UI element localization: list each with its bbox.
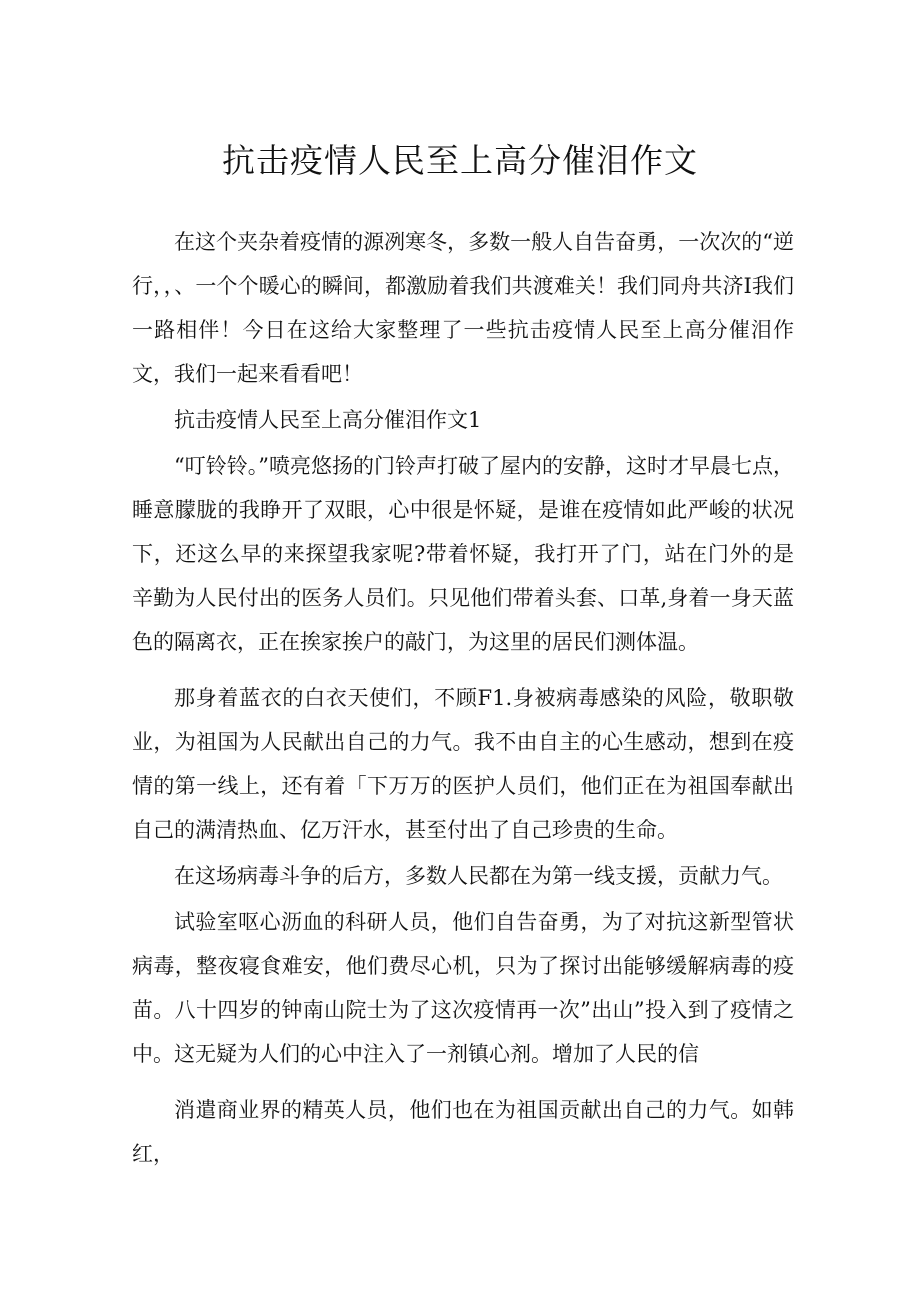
section-heading: 抗击疫情人民至上高分催泪作文1 — [174, 408, 482, 432]
paragraph-medical-staff: 那身着蓝衣的白衣天使们，不顾F1.身被病毒感染的风险，敬职敬业，为祖国为人民献出自己的力气。我不由自主的心生感动，想到在疫情的第一线上，还有着「下万万的医护人员们，他们正在为祖国奉献出自己的满清热血、亿万汗水，甚至付出了自己珍贵的生命。 — [132, 686, 794, 842]
paragraph-doorbell: “叮铃铃。”喷亮悠扬的门铃声打破了屋内的安静，这时才早晨七点，睡意朦胧的我睁开了双眼，心中很是怀疑，是谁在疫情如此严峻的状况下，还这么早的来探望我家呢?带着怀疑，我打开了门，站在门外的是辛勤为人民付出的医务人员们。只见他们带着头套、口革,身着一身天蓝色的隔离衣，正在挨家挨户的敲门，为这里的居民们测体温。 — [132, 454, 794, 654]
paragraph-business: 消遣商业界的精英人员，他们也在为祖国贡献出自己的力气。如韩红， — [132, 1098, 794, 1166]
paragraph-intro: 在这个夹杂着疫情的源冽寒冬，多数一般人自告奋勇，一次次的“逆行，，、一个个暖心的瞬间，都激励着我们共渡难关！我们同舟共济I我们一路相伴！今日在这给大家整理了一些抗击疫情人民至上高分催泪作文，我们一起来看看吧！ — [132, 230, 794, 386]
document-body — [132, 220, 794, 1176]
paragraph-rear-support: 在这场病毒斗争的后方，多数人民都在为第一线支援，贡献力气。 — [174, 864, 783, 888]
document-title: 抗击疫情人民至上高分催泪作文 — [222, 141, 698, 180]
paragraph-researchers: 试验室呕心沥血的科研人员，他们自告奋勇，为了对抗这新型管状病毒，整夜寝食难安，他们费尽心机，只为了探讨出能够缓解病毒的疫苗。八十四岁的钟南山院士为了这次疫情再一次”出山”投入到了疫情之中。这无疑为人们的心中注入了一剂镇心剂。增加了人民的信 — [132, 910, 794, 1066]
